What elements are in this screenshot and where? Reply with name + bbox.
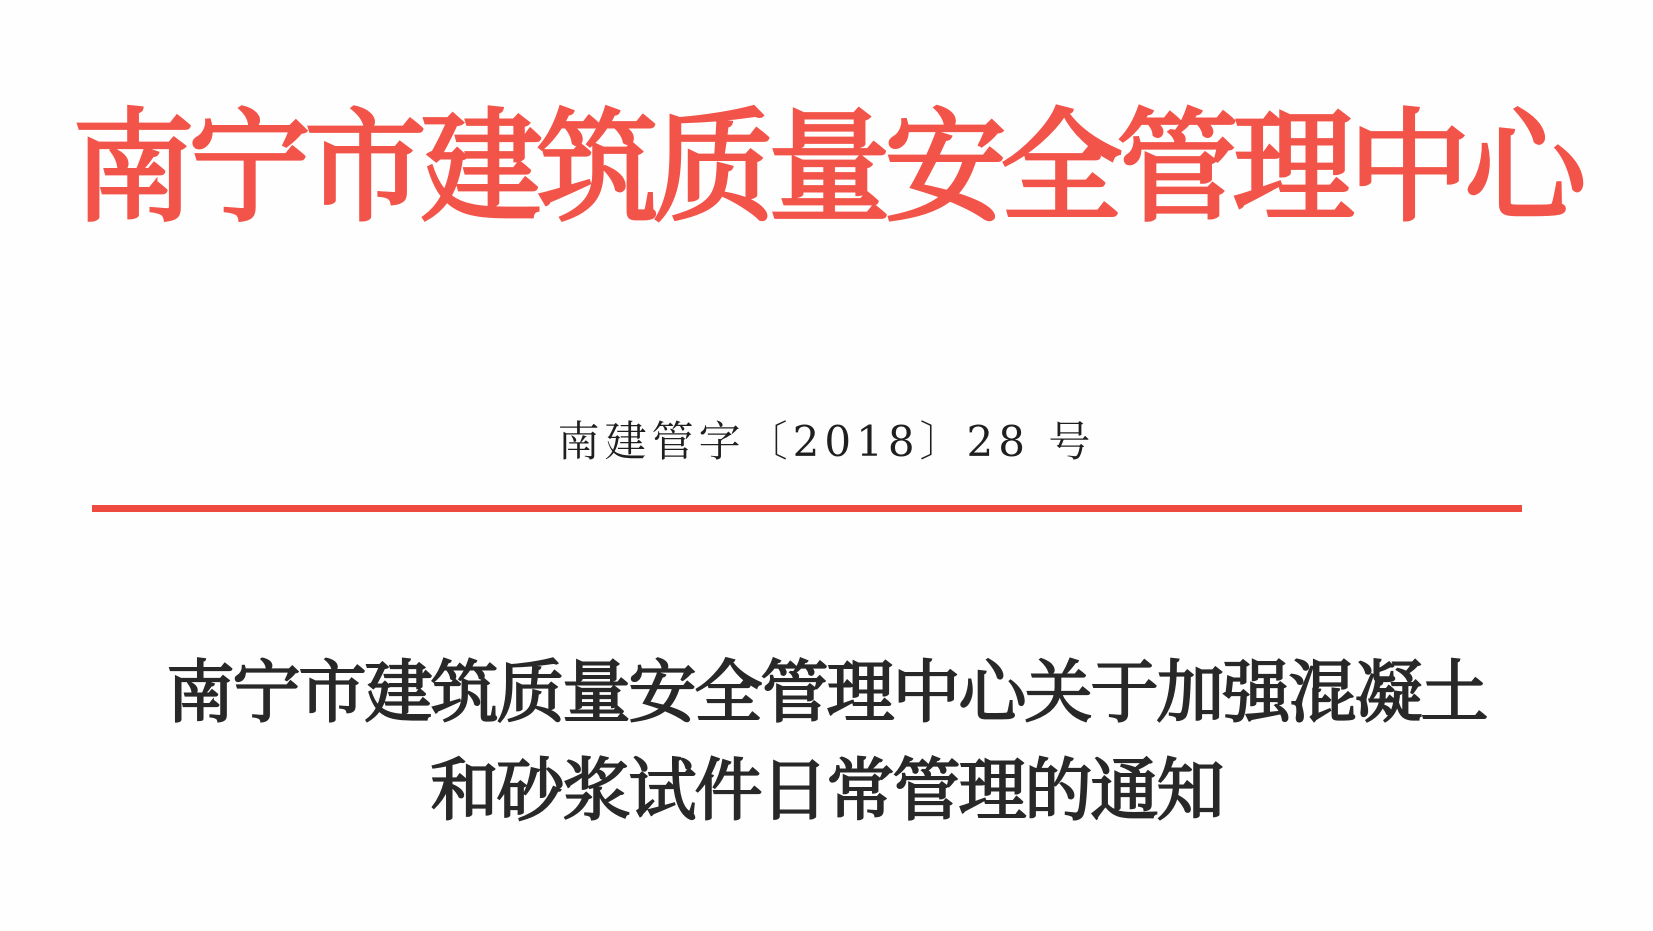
agency-name-header: 南宁市建筑质量安全管理中心: [72, 95, 1581, 239]
notice-title-line-1: 南宁市建筑质量安全管理中心关于加强混凝土: [166, 653, 1487, 733]
notice-title: [0, 645, 1653, 841]
red-divider-line: [92, 505, 1522, 512]
notice-title-line-2: 和砂浆试件日常管理的通知: [430, 750, 1223, 831]
document-number: 南建管字〔2018〕28 号: [557, 417, 1096, 466]
